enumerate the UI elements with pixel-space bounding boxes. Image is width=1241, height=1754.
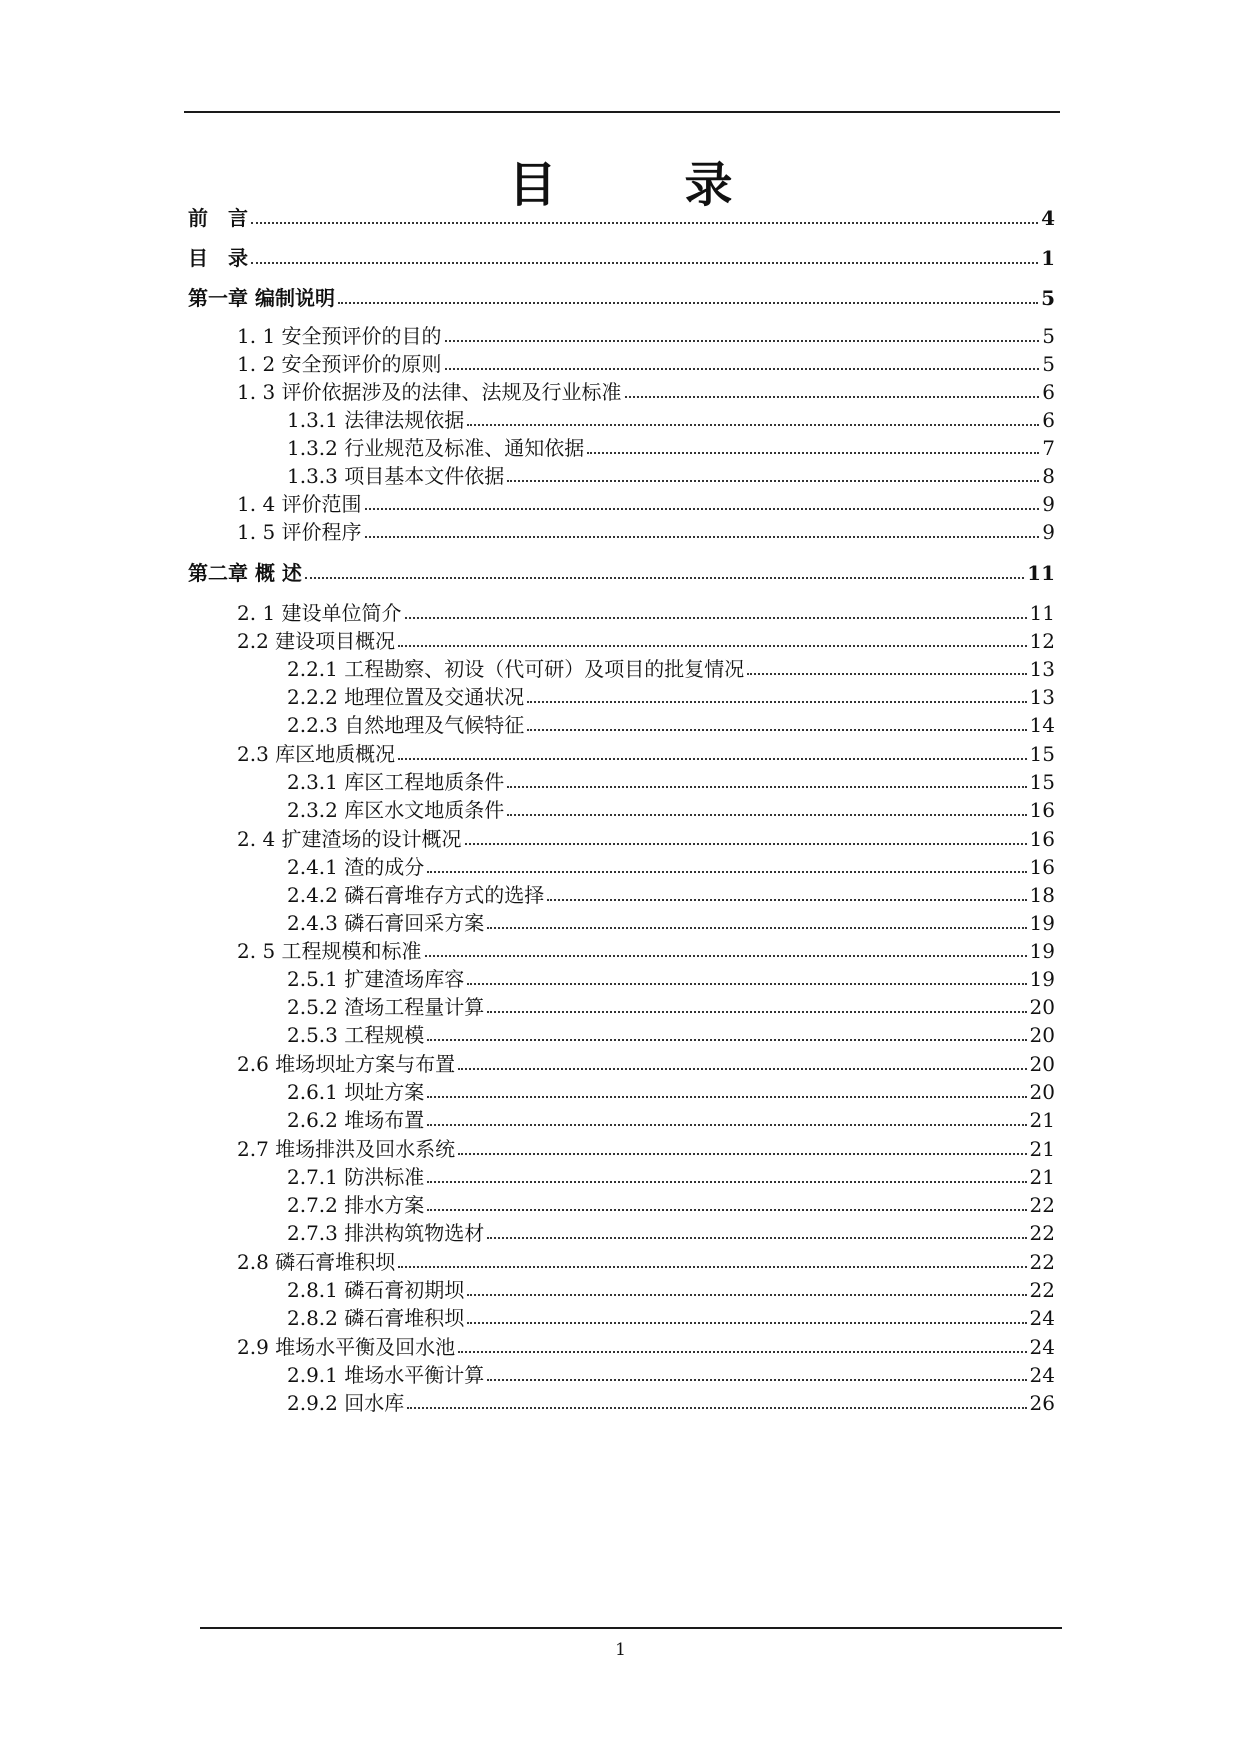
toc-entry-page: 11 xyxy=(1029,601,1055,625)
toc-dot-leader xyxy=(507,814,1026,816)
toc-dot-leader xyxy=(398,758,1026,760)
toc-entry-page: 22 xyxy=(1029,1193,1055,1217)
toc-entry-page: 15 xyxy=(1029,742,1055,766)
toc-entry-page: 7 xyxy=(1042,436,1055,460)
toc-entry-label: 2.5.3 工程规模 xyxy=(287,1023,425,1047)
toc-entry-label: 2.5.1 扩建渣场库容 xyxy=(287,967,465,991)
toc-entry[interactable] xyxy=(237,318,1055,348)
toc-entry-label: 1. 3 评价依据涉及的法律、法规及行业标准 xyxy=(237,380,622,404)
toc-entry[interactable] xyxy=(237,374,1055,404)
toc-entry-label: 2.6 堆场坝址方案与布置 xyxy=(237,1052,456,1076)
toc-entry[interactable] xyxy=(188,280,1055,310)
toc-dot-leader xyxy=(427,1209,1026,1211)
toc-entry-page: 19 xyxy=(1029,967,1055,991)
toc-entry-label: 目 录 xyxy=(188,246,248,270)
toc-entry-page: 20 xyxy=(1029,1052,1055,1076)
toc-entry-page: 20 xyxy=(1029,1080,1055,1104)
toc-entry-page: 22 xyxy=(1029,1250,1055,1274)
toc-entry-label: 2.9.1 堆场水平衡计算 xyxy=(287,1363,485,1387)
toc-entry[interactable] xyxy=(188,200,1055,230)
toc-entry[interactable] xyxy=(287,402,1055,432)
toc-entry[interactable] xyxy=(287,1300,1055,1330)
toc-entry[interactable] xyxy=(287,849,1055,879)
toc-entry-label: 1. 1 安全预评价的目的 xyxy=(237,324,442,348)
toc-entry[interactable] xyxy=(287,1272,1055,1302)
toc-entry-page: 24 xyxy=(1029,1335,1055,1359)
toc-entry-page: 19 xyxy=(1029,911,1055,935)
toc-entry-label: 2.2.3 自然地理及气候特征 xyxy=(287,713,525,737)
toc-dot-leader xyxy=(487,1379,1026,1381)
toc-entry[interactable] xyxy=(237,933,1055,963)
toc-entry[interactable] xyxy=(287,1385,1055,1415)
toc-entry-label: 1.3.1 法律法规依据 xyxy=(287,408,465,432)
toc-entry[interactable] xyxy=(287,764,1055,794)
toc-entry-page: 22 xyxy=(1029,1221,1055,1245)
toc-dot-leader xyxy=(445,340,1040,342)
toc-entry-label: 2.3.1 库区工程地质条件 xyxy=(287,770,505,794)
toc-dot-leader xyxy=(527,701,1026,703)
toc-entry-page: 9 xyxy=(1042,520,1055,544)
toc-dot-leader xyxy=(407,1407,1026,1409)
toc-entry-page: 21 xyxy=(1029,1108,1055,1132)
toc-entry-page: 8 xyxy=(1042,464,1055,488)
toc-entry-page: 4 xyxy=(1041,206,1055,230)
toc-entry-page: 9 xyxy=(1042,492,1055,516)
toc-entry-label: 2.5.2 渣场工程量计算 xyxy=(287,995,485,1019)
toc-entry[interactable] xyxy=(287,905,1055,935)
toc-dot-leader xyxy=(458,1068,1026,1070)
toc-entry-page: 20 xyxy=(1029,1023,1055,1047)
toc-dot-leader xyxy=(427,1181,1026,1183)
toc-dot-leader xyxy=(445,368,1040,370)
toc-dot-leader xyxy=(427,1039,1026,1041)
toc-entry[interactable] xyxy=(287,1074,1055,1104)
toc-entry-page: 24 xyxy=(1029,1363,1055,1387)
toc-entry[interactable] xyxy=(237,486,1055,516)
toc-entry[interactable] xyxy=(237,1131,1055,1161)
toc-entry-label: 2.9 堆场水平衡及回水池 xyxy=(237,1335,456,1359)
toc-entry[interactable] xyxy=(287,961,1055,991)
toc-entry[interactable] xyxy=(287,792,1055,822)
toc-entry-page: 15 xyxy=(1029,770,1055,794)
toc-entry-label: 第一章 编制说明 xyxy=(188,286,335,310)
toc-dot-leader xyxy=(467,1294,1026,1296)
toc-entry[interactable] xyxy=(287,877,1055,907)
toc-entry[interactable] xyxy=(287,430,1055,460)
page-title: 目 录 xyxy=(508,157,773,213)
toc-dot-leader xyxy=(487,927,1026,929)
toc-entry[interactable] xyxy=(237,595,1055,625)
toc-entry[interactable] xyxy=(237,623,1055,653)
toc-dot-leader xyxy=(365,536,1040,538)
toc-dot-leader xyxy=(458,1153,1026,1155)
toc-entry-page: 22 xyxy=(1029,1278,1055,1302)
toc-entry[interactable] xyxy=(287,1102,1055,1132)
toc-entry[interactable] xyxy=(287,1017,1055,1047)
toc-entry-label: 2.7.1 防洪标准 xyxy=(287,1165,425,1189)
toc-entry-page: 1 xyxy=(1041,246,1055,270)
toc-entry-label: 第二章 概 述 xyxy=(188,561,302,585)
toc-entry-label: 2.7.2 排水方案 xyxy=(287,1193,425,1217)
toc-entry[interactable] xyxy=(237,514,1055,544)
toc-entry-page: 6 xyxy=(1042,408,1055,432)
toc-entry[interactable] xyxy=(287,1357,1055,1387)
toc-entry-page: 21 xyxy=(1029,1137,1055,1161)
toc-dot-leader xyxy=(398,1266,1026,1268)
toc-entry-page: 16 xyxy=(1029,798,1055,822)
toc-dot-leader xyxy=(405,617,1027,619)
toc-dot-leader xyxy=(251,222,1038,224)
toc-entry-label: 2. 1 建设单位简介 xyxy=(237,601,402,625)
toc-entry-page: 16 xyxy=(1029,855,1055,879)
toc-entry[interactable] xyxy=(287,707,1055,737)
toc-dot-leader xyxy=(427,1124,1026,1126)
toc-dot-leader xyxy=(365,508,1040,510)
toc-entry[interactable] xyxy=(287,1215,1055,1245)
toc-entry-label: 2.8 磷石膏堆积坝 xyxy=(237,1250,396,1274)
toc-entry-page: 12 xyxy=(1029,629,1055,653)
toc-entry-label: 2.6.1 坝址方案 xyxy=(287,1080,425,1104)
toc-dot-leader xyxy=(527,729,1026,731)
toc-entry[interactable] xyxy=(287,651,1055,681)
toc-entry-label: 2.8.2 磷石膏堆积坝 xyxy=(287,1306,465,1330)
toc-dot-leader xyxy=(747,673,1026,675)
toc-entry-page: 24 xyxy=(1029,1306,1055,1330)
toc-dot-leader xyxy=(467,983,1026,985)
toc-entry[interactable] xyxy=(287,679,1055,709)
toc-entry-label: 1.3.2 行业规范及标准、通知依据 xyxy=(287,436,585,460)
toc-entry-label: 1.3.3 项目基本文件依据 xyxy=(287,464,505,488)
toc-dot-leader xyxy=(425,955,1027,957)
toc-entry[interactable] xyxy=(237,736,1055,766)
toc-dot-leader xyxy=(458,1351,1026,1353)
toc-entry-page: 14 xyxy=(1029,713,1055,737)
toc-dot-leader xyxy=(587,452,1039,454)
toc-entry-page: 6 xyxy=(1042,380,1055,404)
toc-entry-label: 2.2.2 地理位置及交通状况 xyxy=(287,685,525,709)
toc-entry[interactable] xyxy=(237,821,1055,851)
toc-entry-label: 1. 4 评价范围 xyxy=(237,492,362,516)
toc-entry[interactable] xyxy=(188,555,1055,585)
toc-dot-leader xyxy=(305,577,1024,579)
toc-dot-leader xyxy=(507,786,1026,788)
toc-entry[interactable] xyxy=(237,1244,1055,1274)
toc-dot-leader xyxy=(547,899,1026,901)
toc-entry[interactable] xyxy=(287,989,1055,1019)
toc-entry-page: 13 xyxy=(1029,685,1055,709)
toc-entry-label: 2. 4 扩建渣场的设计概况 xyxy=(237,827,462,851)
toc-entry-page: 13 xyxy=(1029,657,1055,681)
toc-dot-leader xyxy=(427,871,1026,873)
toc-entry-label: 1. 5 评价程序 xyxy=(237,520,362,544)
toc-entry[interactable] xyxy=(287,1159,1055,1189)
toc-entry-label: 1. 2 安全预评价的原则 xyxy=(237,352,442,376)
toc-entry-label: 2.2.1 工程勘察、初设（代可研）及项目的批复情况 xyxy=(287,657,745,681)
toc-dot-leader xyxy=(427,1096,1026,1098)
toc-dot-leader xyxy=(467,1322,1026,1324)
toc-dot-leader xyxy=(398,645,1026,647)
footer-rule xyxy=(200,1627,1062,1629)
toc-entry-label: 2.4.3 磷石膏回采方案 xyxy=(287,911,485,935)
toc-entry-page: 5 xyxy=(1042,352,1055,376)
toc-entry[interactable] xyxy=(237,346,1055,376)
toc-dot-leader xyxy=(251,262,1038,264)
toc-entry-label: 2.4.1 渣的成分 xyxy=(287,855,425,879)
toc-entry-page: 26 xyxy=(1029,1391,1055,1415)
toc-entry-page: 5 xyxy=(1041,286,1055,310)
toc-dot-leader xyxy=(625,396,1040,398)
toc-dot-leader xyxy=(507,480,1039,482)
toc-dot-leader xyxy=(465,843,1027,845)
page-number: 1 xyxy=(615,1640,626,1660)
toc-dot-leader xyxy=(487,1237,1026,1239)
toc-entry-label: 2.2 建设项目概况 xyxy=(237,629,396,653)
toc-entry-label: 前 言 xyxy=(188,206,248,230)
toc-entry-page: 16 xyxy=(1029,827,1055,851)
toc-dot-leader xyxy=(487,1011,1026,1013)
toc-entry-label: 2.7.3 排洪构筑物选材 xyxy=(287,1221,485,1245)
toc-entry-label: 2.8.1 磷石膏初期坝 xyxy=(287,1278,465,1302)
toc-entry[interactable] xyxy=(287,458,1055,488)
toc-entry[interactable] xyxy=(237,1046,1055,1076)
toc-entry-page: 20 xyxy=(1029,995,1055,1019)
toc-entry-page: 21 xyxy=(1029,1165,1055,1189)
toc-entry[interactable] xyxy=(287,1187,1055,1217)
toc-entry-label: 2.4.2 磷石膏堆存方式的选择 xyxy=(287,883,545,907)
toc-entry-label: 2.9.2 回水库 xyxy=(287,1391,405,1415)
toc-entry-page: 11 xyxy=(1027,561,1055,585)
toc-entry[interactable] xyxy=(237,1329,1055,1359)
toc-dot-leader xyxy=(338,302,1038,304)
toc-entry-label: 2.6.2 堆场布置 xyxy=(287,1108,425,1132)
toc-entry-label: 2. 5 工程规模和标准 xyxy=(237,939,422,963)
toc-entry-label: 2.3 库区地质概况 xyxy=(237,742,396,766)
toc-entry-page: 19 xyxy=(1029,939,1055,963)
toc-entry[interactable] xyxy=(188,240,1055,270)
toc-dot-leader xyxy=(467,424,1039,426)
toc-entry-page: 5 xyxy=(1042,324,1055,348)
toc-entry-label: 2.7 堆场排洪及回水系统 xyxy=(237,1137,456,1161)
toc-entry-page: 18 xyxy=(1029,883,1055,907)
toc-entry-label: 2.3.2 库区水文地质条件 xyxy=(287,798,505,822)
